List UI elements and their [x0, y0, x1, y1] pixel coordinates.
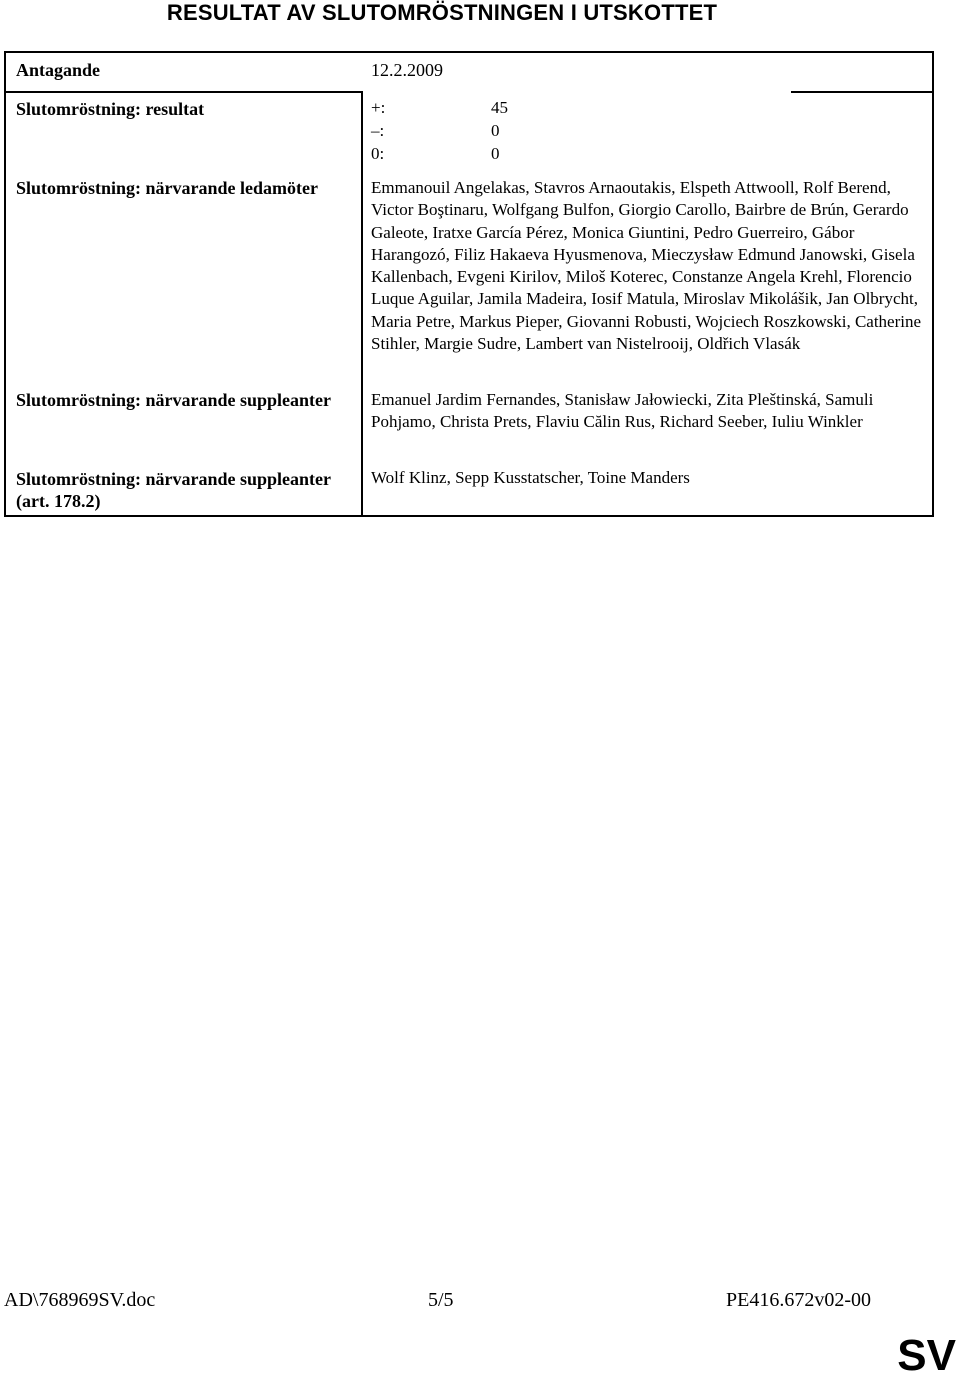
substitutes-178-list: Wolf Klinz, Sepp Kusstatscher, Toine Manders	[371, 468, 690, 487]
footer-doc-ref: AD\768969SV.doc	[4, 1289, 156, 1311]
vote-plus-label: +:	[371, 98, 386, 117]
language-code: SV	[897, 1331, 956, 1380]
members-list: Emmanouil Angelakas, Stavros Arnaoutakis, Elspeth Attwooll, Rolf Berend, Victor Boştinaru, Wolfgang Bulfon, Giorgio Carollo, Bairbre de Brún, Gerardo Galeote, Iratxe García Pérez, Monica Giuntini, Pedro Guerreiro, Gábor Harangozó, Filiz Hakaeva Hyusmenova, Mieczysław Edmund Janowski, Gisela Kallenbach, Evgeni Kirilov, Miloš Koterec, Constanze Angela Krehl, Florencio Luque Aguilar, Jamila Madeira, Iosif Matula, Miroslav Mikolášik, Jan Olbrycht, Maria Petre, Markus Pieper, Giovanni Robusti, Wojciech Roszkowski, Catherine Stihler, Margie Sudre, Lambert van Nistelrooij, Oldřich Vlasák	[371, 178, 922, 354]
row-divider	[6, 91, 361, 93]
vote-abstain-label: 0:	[371, 144, 385, 163]
adopted-label: Antagande	[16, 60, 101, 80]
substitutes-178-label: Slutomröstning: närvarande suppleanter (art. 178.2)	[16, 469, 331, 511]
footer-pe-ref: PE416.672v02-00	[726, 1289, 871, 1311]
result-label: Slutomröstning: resultat	[16, 99, 205, 119]
substitutes-label: Slutomröstning: närvarande suppleanter	[16, 390, 332, 410]
vote-result-table	[4, 51, 934, 517]
substitutes-list: Emanuel Jardim Fernandes, Stanisław Jałowiecki, Zita Pleštinská, Samuli Pohjamo, Christa Prets, Flaviu Călin Rus, Richard Seeber, Iuliu Winkler	[371, 390, 874, 432]
members-label: Slutomröstning: närvarande ledamöter	[16, 178, 318, 198]
document-title: RESULTAT AV SLUTOMRÖSTNINGEN I UTSKOTTET	[166, 0, 718, 25]
vote-minus-label: –:	[371, 121, 385, 140]
vote-plus-count: 45	[491, 98, 508, 117]
footer-page-number: 5/5	[428, 1289, 454, 1311]
row-divider	[791, 91, 934, 93]
vote-minus-count: 0	[491, 121, 500, 140]
column-divider	[361, 91, 363, 515]
vote-abstain-count: 0	[491, 144, 500, 163]
adopted-date: 12.2.2009	[371, 60, 443, 80]
